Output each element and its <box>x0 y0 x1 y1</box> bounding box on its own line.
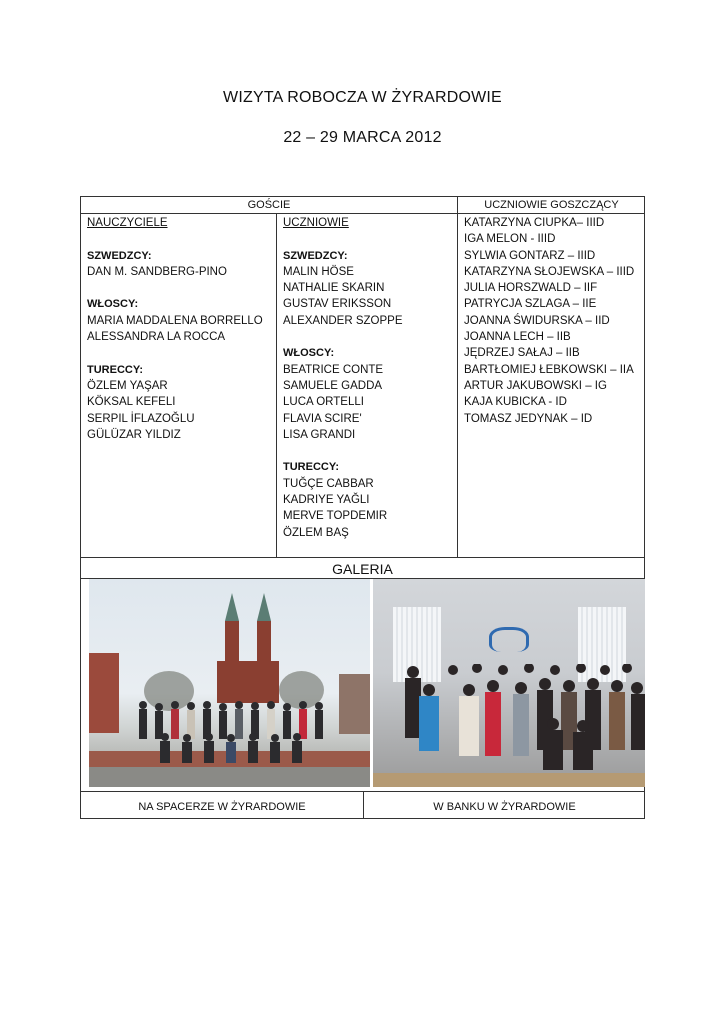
student-name: GUSTAV ERIKSSON <box>283 298 392 311</box>
host-name: JULIA HORSZWALD – IIF <box>464 282 598 295</box>
host-name: JOANNA LECH – IIB <box>464 331 571 344</box>
teacher-name: DAN M. SANDBERG-PINO <box>87 265 227 278</box>
teacher-name: GÜLÜZAR YILDIZ <box>87 428 181 441</box>
host-name: JĘDRZEJ SAŁAJ – IIB <box>464 347 580 360</box>
caption-bank-visit: W BANKU W ŻYRARDOWIE <box>433 801 576 813</box>
bank-logo-icon <box>489 627 529 652</box>
table-rule <box>457 197 458 557</box>
student-name: NATHALIE SKARIN <box>283 282 385 295</box>
hosts-column <box>464 215 644 427</box>
group-label: TURECCY: <box>87 363 144 376</box>
student-name: MERVE TOPDEMIR <box>283 510 388 523</box>
guests-header: GOŚCIE <box>247 199 291 211</box>
group-photo-people <box>129 697 349 769</box>
host-name: ARTUR JAKUBOWSKI – IG <box>464 379 607 392</box>
group-label: WŁOSCY: <box>283 347 335 360</box>
table-rule <box>81 213 644 214</box>
student-name: SAMUELE GADDA <box>283 379 383 392</box>
participants-table <box>80 196 645 819</box>
group-label: SZWEDZCY: <box>87 249 152 262</box>
student-name: BEATRICE CONTE <box>283 363 384 376</box>
teacher-name: SERPIL İFLAZOĞLU <box>87 412 195 425</box>
group-label: WŁOSCY: <box>87 298 139 311</box>
teachers-heading: NAUCZYCIELE <box>87 217 168 229</box>
host-name: PATRYCJA SZLAGA – IIE <box>464 298 597 311</box>
photo-bank-visit <box>373 579 645 787</box>
student-name: MALIN HÖSE <box>283 265 354 278</box>
table-rule <box>81 557 644 558</box>
host-name: IGA MELON - IIID <box>464 233 556 246</box>
teacher-name: MARIA MADDALENA BORRELLO <box>87 314 263 327</box>
host-name: SYLWIA GONTARZ – IIID <box>464 249 596 262</box>
group-label: SZWEDZCY: <box>283 249 348 262</box>
student-name: ÖZLEM BAŞ <box>283 526 349 539</box>
host-name: KAJA KUBICKA - ID <box>464 396 567 409</box>
hosts-header: UCZNIOWIE GOSZCZĄCY <box>484 199 619 211</box>
student-name: TUĞÇE CABBAR <box>283 477 374 490</box>
teacher-name: KÖKSAL KEFELI <box>87 396 176 409</box>
student-name: LISA GRANDI <box>283 428 356 441</box>
group-label: TURECCY: <box>283 461 340 474</box>
student-name: FLAVIA SCIRE' <box>283 412 362 425</box>
students-column <box>283 215 455 541</box>
document-dates: 22 – 29 MARCA 2012 <box>283 129 442 146</box>
group-photo-people <box>373 664 645 787</box>
host-name: JOANNA ŚWIDURSKA – IID <box>464 314 610 327</box>
host-name: TOMASZ JEDYNAK – ID <box>464 412 593 425</box>
gallery-heading: GALERIA <box>332 561 393 577</box>
teacher-name: ÖZLEM YAŞAR <box>87 379 168 392</box>
host-name: KATARZYNA CIUPKA– IIID <box>464 217 605 229</box>
document-title: WIZYTA ROBOCZA W ŻYRARDOWIE <box>223 89 502 106</box>
teachers-column <box>87 215 275 443</box>
photo-church-walk <box>89 579 370 787</box>
student-name: LUCA ORTELLI <box>283 396 364 409</box>
host-name: KATARZYNA SŁOJEWSKA – IIID <box>464 265 635 278</box>
student-name: KADRIYE YAĞLI <box>283 494 370 507</box>
host-name: BARTŁOMIEJ ŁEBKOWSKI – IIA <box>464 363 634 376</box>
students-heading: UCZNIOWIE <box>283 217 349 229</box>
teacher-name: ALESSANDRA LA ROCCA <box>87 331 226 344</box>
caption-church-walk: NA SPACERZE W ŻYRARDOWIE <box>138 801 306 813</box>
student-name: ALEXANDER SZOPPE <box>283 314 403 327</box>
table-rule <box>276 213 277 557</box>
